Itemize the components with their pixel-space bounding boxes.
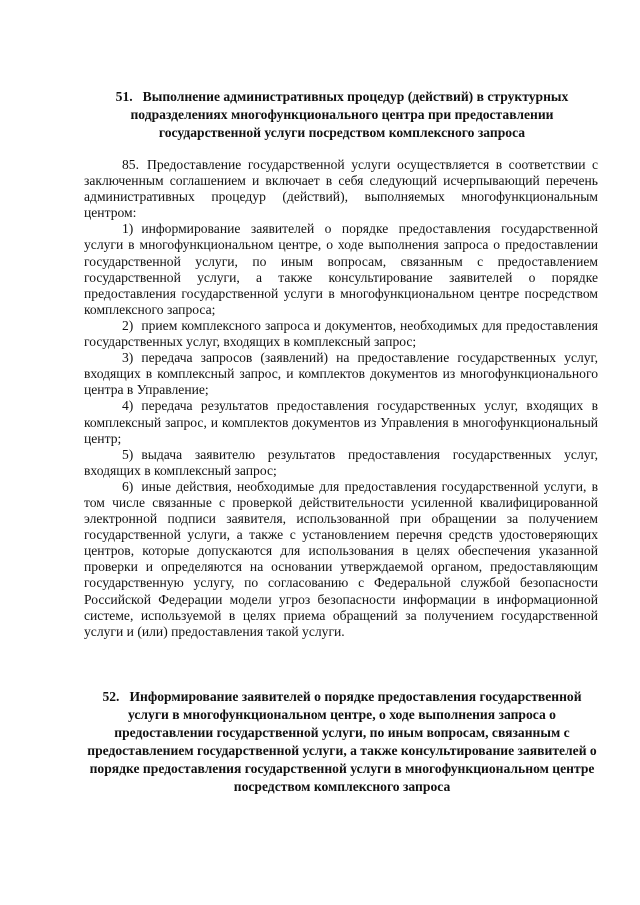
list-item-number: 3) [122,350,134,366]
list-item-3 [84,350,598,398]
list-item-text: информирование заявителей о порядке предоставления государственной услуги в многофункциональном центре, о ходе выполнения запроса о предоставлении государственной услуги, по иным вопросам, связанным с предоставлением государственной услуги, а также консультирование заявителей о порядке предоставления государственной услуги в многофункциональном центре посредством комплексного запроса; [84,221,598,317]
list-item-2 [84,318,598,350]
section-51-heading [86,88,598,142]
paragraph-85-text: Предоставление государственной услуги осуществляется в соответствии с заключенным соглашением и включает в себя следующий исчерпывающий перечень административных процедур (действий), выполняемых многофункциональным центром: [84,157,598,221]
list-item-text: иные действия, необходимые для предоставления государственной услуги, в том числе связанные с проверкой действительности усиленной квалифицированной электронной подписи заявителя, использованной при обращении за получением государственной услуги, а также с установлением перечня средств удостоверяющих центров, которые допускаются для использования в целях обеспечения указанной проверки и определяются на основании утверждаемой органом, предоставляющим государственную услугу, по согласованию с Федеральной службой безопасности Российской Федерации модели угроз безопасности информации в информационной системе, используемой в целях приема обращений за получением государственной услуги и (или) предоставления такой услуги. [84,478,598,639]
list-item-number: 4) [122,398,134,414]
list-item-6 [84,479,598,640]
list-item-text: выдача заявителю результатов предоставления государственных услуг, входящих в комплексный запрос; [84,446,598,478]
list-item-4 [84,398,598,446]
list-item-5 [84,447,598,479]
list-item-text: передача запросов (заявлений) на предоставление государственных услуг, входящих в комплексный запрос, и комплектов документов из многофункционального центра в Управление; [84,350,598,398]
section-52-number: 52. [102,689,120,704]
list-item-1 [84,221,598,318]
list-item-number: 6) [122,478,134,494]
section-51-title: Выполнение административных процедур (действий) в структурных подразделениях многофункционального центра при предоставлении государственной услуги посредством комплексного запроса [130,89,569,140]
paragraph-85-number: 85. [122,157,139,172]
paragraph-85 [84,157,598,221]
list-item-number: 5) [122,446,134,462]
section-51-number: 51. [115,89,133,104]
list-item-number: 2) [122,317,134,333]
section-52-title: Информирование заявителей о порядке предоставления государственной услуги в многофункциональном центре, о ходе выполнения запроса о предоставлении государственной услуги, по иным вопросам, связанным с предоставлением государственной услуги, а также консультирование заявителей о порядке предоставления государственной услуги в многофункциональном центре посредством комплексного запроса [87,689,597,794]
list-item-number: 1) [122,221,134,237]
section-52-heading [86,688,598,796]
list-item-text: передача результатов предоставления государственных услуг, входящих в комплексный запрос, и комплектов документов из Управления в многофункциональный центр; [84,398,598,446]
list-item-text: прием комплексного запроса и документов, необходимых для предоставления государственных услуг, входящих в комплексный запрос; [84,317,598,350]
section-51-body [84,157,598,640]
